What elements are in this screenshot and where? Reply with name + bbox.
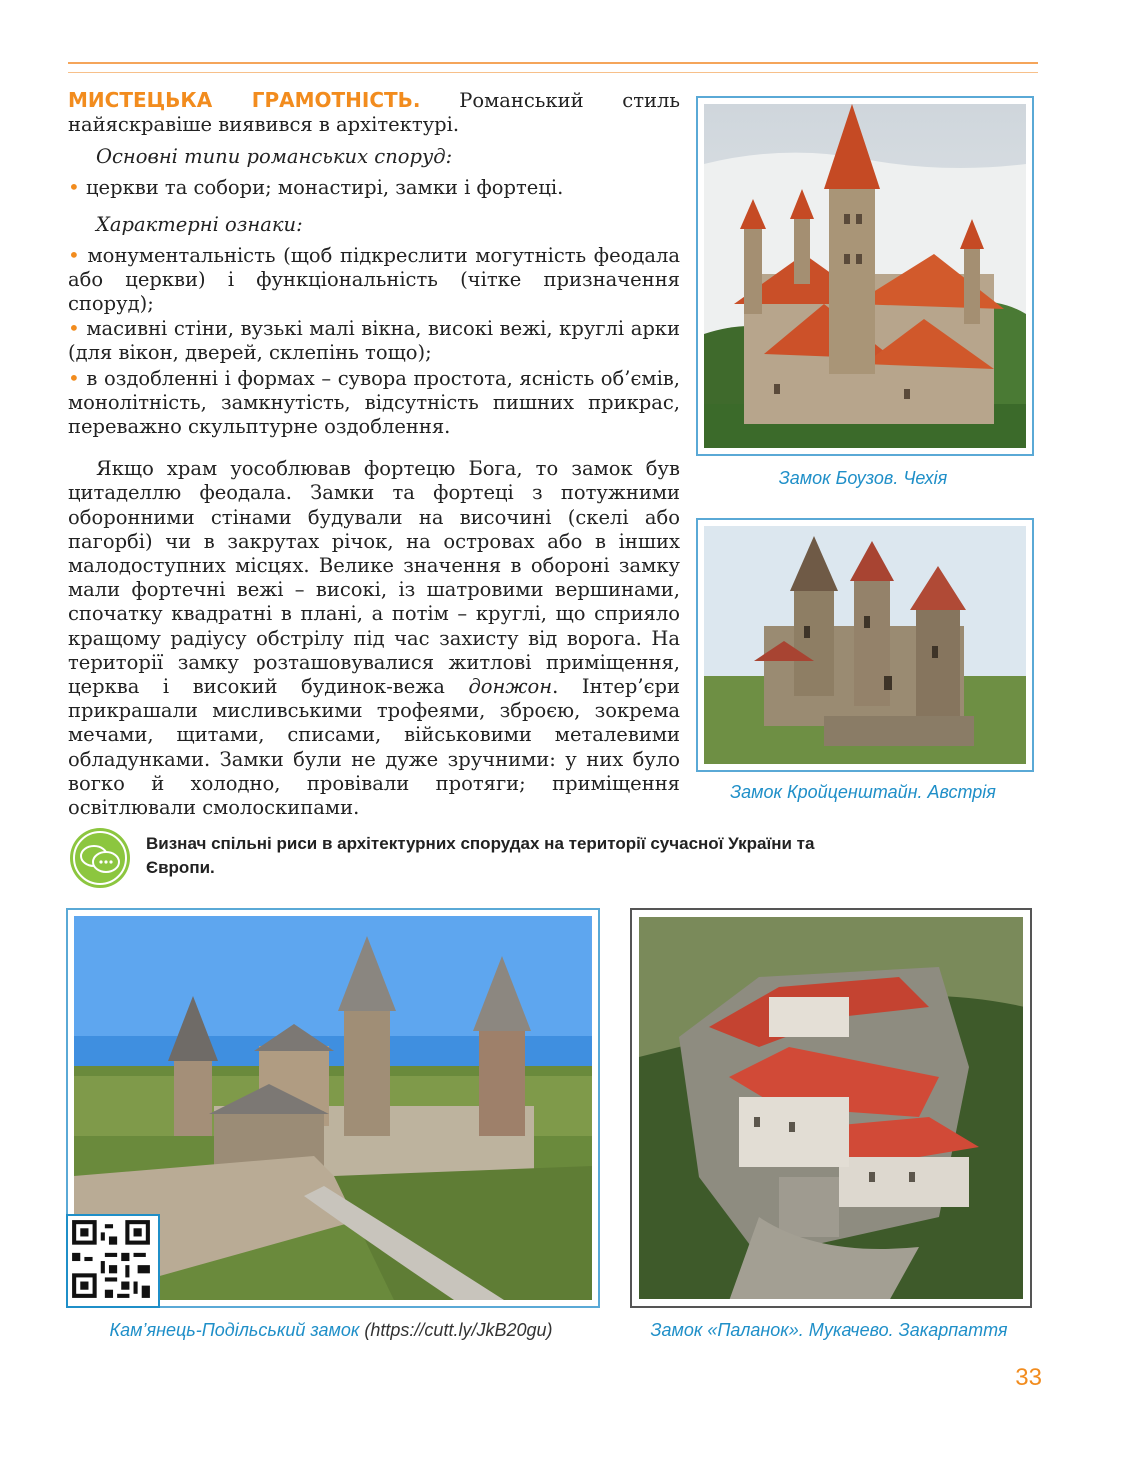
castle-text-part2: . Інтер’єри прикрашали мисливськими трофеями, зброєю, зокрема мечами, щитами, списами, військовими металевими обладунками. Замки були не дуже зручними: у них було вогко й холодно, провівали протяги; приміщення освітлювали смолоскипами. bbox=[68, 675, 680, 820]
feature-item-text: масивні стіни, вузькі малі вікна, високі вежі, круглі арки (для вікон, дверей, склепінь тощо); bbox=[68, 317, 680, 365]
qr-code-icon bbox=[68, 1216, 154, 1302]
caption-kamianets bbox=[66, 1320, 596, 1341]
qr-code[interactable] bbox=[66, 1214, 160, 1308]
header-rule-top bbox=[68, 62, 1038, 64]
feature-item bbox=[68, 243, 680, 317]
task-block bbox=[68, 826, 868, 896]
feature-item bbox=[68, 366, 680, 440]
caption-kreuzenstein: Замок Кройценштайн. Австрія bbox=[730, 782, 996, 802]
bullet-dot-icon: • bbox=[68, 242, 80, 267]
photo-kreuzenstein-castle bbox=[696, 518, 1034, 772]
feature-item-text: в оздобленні і формах – сувора простота, ясність об’ємів, монолітність, замкнутість, відсутність пишних прикрас, переважно скульптурне оздоблення. bbox=[68, 366, 680, 439]
types-title: Основні типи романських споруд: bbox=[96, 145, 453, 169]
caption-palanok: Замок «Паланок». Мукачево. Закарпаття bbox=[650, 1320, 1008, 1340]
castle-text-part1: Якщо храм уособлював фортецю Бога, то замок був цитаделлю феодала. Замки та фортеці з потужними оборонними стінами будували на височині (скелі або пагорбі) чи в закрутах річок, на островах або в інших малодоступних місцях. Велике значення в обороні замку мали фортечні вежі – високі, із шатровими вершинами, спочатку квадратні в плані, а потім – круглі, що сприяло кращому радіусу обстрілу під час захисту від ворога. На території замку розташовувалися житлові приміщення, церква і високий будинок-вежа bbox=[68, 457, 680, 699]
types-bullet bbox=[68, 175, 680, 200]
castle-paragraph bbox=[68, 457, 680, 820]
discussion-icon bbox=[68, 826, 132, 890]
intro-text: Романський стиль найяскравіше виявився в архітектурі. bbox=[68, 89, 681, 137]
palanok-castle-image bbox=[639, 917, 1024, 1300]
intro-paragraph bbox=[68, 88, 680, 137]
feature-item bbox=[68, 316, 680, 365]
main-text-column bbox=[68, 88, 680, 820]
header-rule-bottom bbox=[68, 72, 1038, 73]
photo-bouzov-castle bbox=[696, 96, 1034, 456]
caption-bouzov: Замок Боузов. Чехія bbox=[778, 468, 948, 488]
feature-item-text: монументальність (щоб підкреслити могутність феодала або церкви) і функціональність (чітке призначення споруд); bbox=[68, 243, 680, 316]
bullet-dot-icon: • bbox=[68, 316, 80, 341]
types-bullet-text: церкви та собори; монастирі, замки і фортеці. bbox=[86, 176, 564, 200]
caption-kamianets-link[interactable]: (https://cutt.ly/JkB20gu) bbox=[364, 1320, 553, 1340]
donjon-term: донжон bbox=[468, 675, 553, 699]
bouzov-castle-image bbox=[704, 104, 1026, 448]
bullet-dot-icon: • bbox=[68, 365, 80, 390]
task-text: Визнач спільні риси в архітектурних спорудах на території сучасної України та Європи. bbox=[146, 834, 815, 877]
kreuzenstein-castle-image bbox=[704, 526, 1026, 764]
caption-kamianets-title: Кам’янець-Подільський замок bbox=[109, 1320, 360, 1340]
section-heading: МИСТЕЦЬКА ГРАМОТНІСТЬ. bbox=[68, 88, 421, 112]
bullet-dot-icon: • bbox=[68, 175, 80, 200]
features-title: Характерні ознаки: bbox=[96, 212, 303, 236]
page-number: 33 bbox=[1015, 1364, 1042, 1391]
photo-palanok-castle bbox=[630, 908, 1032, 1308]
